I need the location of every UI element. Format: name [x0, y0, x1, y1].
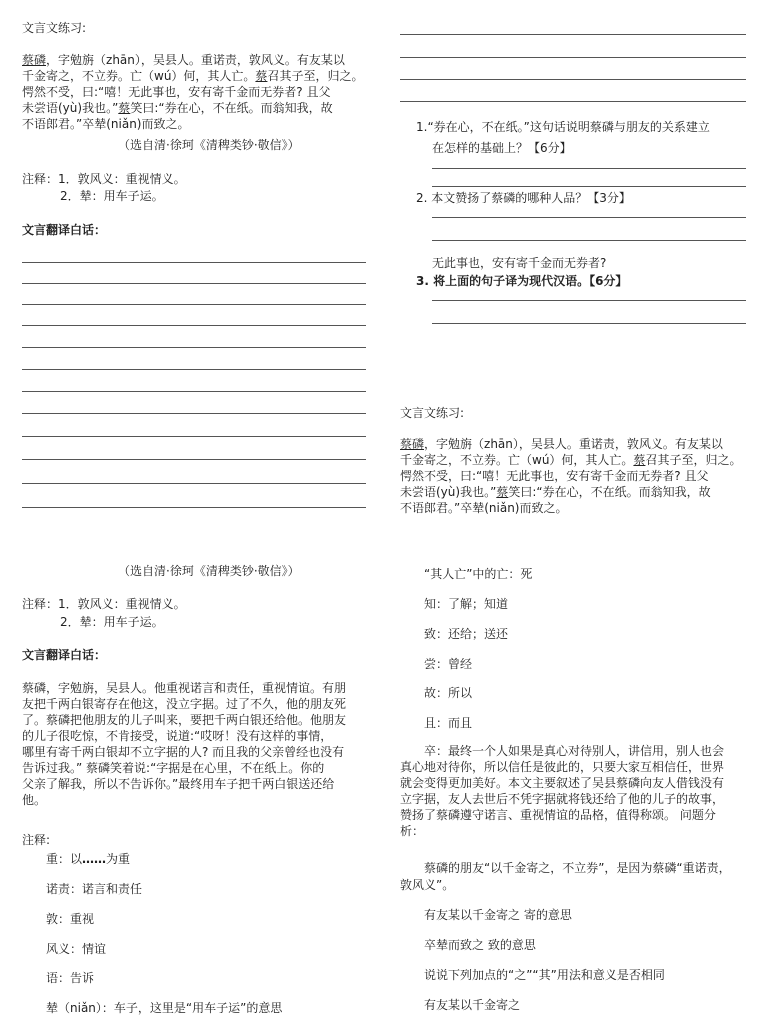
analysis-paragraph	[400, 743, 724, 839]
answer-line-1: 蔡磷的朋友“以千金寄之，不立券”，是因为蔡磷“重诺责，	[424, 861, 731, 875]
translation-heading-2: 文言翻译白话：	[22, 648, 107, 662]
answer-line	[432, 186, 746, 187]
note-1: 注释：1．敦风义：重视情义。	[22, 172, 186, 186]
translation-line: 哪里有寄千两白银却不立字据的人? 而且我的父亲曾经也没有	[22, 745, 345, 759]
exercise-item-4: 有友某以千金寄之	[424, 998, 521, 1012]
gloss-yu: 语：告诉	[46, 971, 95, 985]
translation-heading: 文言翻译白话：	[22, 223, 107, 237]
answer-line	[22, 304, 366, 305]
analysis-line: 卒：最终一个人如果是真心对待别人，讲信用，别人也会	[424, 744, 725, 758]
question-3: 3. 将上面的句子译为现代汉语。【6分】	[416, 274, 628, 288]
answer-line	[22, 459, 366, 460]
translation-line: 蔡磷，字勉旃，吴县人。他重视诺言和责任，重视情谊。有朋	[22, 681, 347, 695]
exercise-item-3: 说说下列加点的“之”“其”用法和意义是否相同	[424, 968, 665, 982]
analysis-line: 析：	[400, 824, 425, 838]
passage-line: 笑曰:“券在心，不在纸。而翁知我，故	[130, 101, 333, 115]
passage-line: 召其子至，归之。	[267, 69, 364, 83]
passage-line: 召其子至，归之。	[645, 453, 742, 467]
question-3-quote: 无此事也，安有寄千金而无券者?	[432, 256, 607, 270]
answer-line	[432, 323, 746, 324]
answer-line	[22, 262, 366, 263]
passage-line: 愕然不受，曰:“嘻！无此事也，安有寄千金而无券者? 且父	[400, 469, 709, 483]
passage-line: 不语郎君。”卒辇(niǎn)而致之。	[400, 501, 568, 515]
answer-line	[22, 507, 366, 508]
translation-line: 的儿子很吃惊，不肯接受，说道:“哎呀！没有这样的事情，	[22, 729, 333, 743]
name-cai: 蔡	[255, 69, 268, 83]
answer-line	[432, 217, 746, 218]
passage-line: 未尝语(yù)我也。”	[400, 485, 497, 499]
answer-line	[22, 369, 366, 370]
answer-line	[400, 101, 746, 102]
translation-line: 父亲了解我，所以不告诉你。”最终用车子把千两白银送还给	[22, 777, 335, 791]
name-cai: 蔡	[496, 485, 509, 499]
passage	[22, 52, 363, 132]
answer-line	[22, 325, 366, 326]
answer-line	[22, 283, 366, 284]
passage-2	[400, 436, 741, 516]
translation-line: 告诉过我。” 蔡磷笑着说:“字据是在心里，不在纸上。你的	[22, 761, 325, 775]
analysis-line: 就会变得更加美好。本文主要叙述了吴县蔡磷向友人借钱没有	[400, 776, 725, 790]
note-2: 2．辇：用车子运。	[60, 615, 164, 629]
answer-line-2: 敦风义”。	[400, 878, 455, 892]
answer-line	[22, 347, 366, 348]
answer-line	[22, 413, 366, 414]
answer-line	[22, 436, 366, 437]
answer-line	[22, 483, 366, 484]
passage-line: 笑曰:“券在心，不在纸。而翁知我，故	[508, 485, 711, 499]
answer-line	[400, 57, 746, 58]
answer-line	[432, 300, 746, 301]
translation-line: 他。	[22, 793, 47, 807]
gloss-zhong: 重：以……为重	[46, 852, 131, 866]
name-cailin: 蔡磷	[400, 437, 425, 451]
name-cai: 蔡	[633, 453, 646, 467]
gloss-fengyi: 风义：情谊	[46, 942, 107, 956]
answer-line	[432, 240, 746, 241]
gloss-nuoze: 诺责：诺言和责任	[46, 882, 143, 896]
source-citation-2: （选自清·徐珂《清稗类钞·敬信》）	[118, 564, 300, 578]
translation-line: 友把千两白银寄存在他这，没立字据。过了不久，他的朋友死	[22, 697, 347, 711]
source-citation: （选自清·徐珂《清稗类钞·敬信》）	[118, 138, 300, 152]
exercise-heading-2: 文言文练习:	[400, 406, 465, 420]
notes-heading: 注释:	[22, 833, 51, 847]
gloss-dun: 敦：重视	[46, 912, 95, 926]
exercise-item-1: 有友某以千金寄之 寄的意思	[424, 908, 572, 922]
passage-line: 千金寄之，不立券。亡（wú）何，其人亡。	[22, 69, 256, 83]
answer-line	[400, 79, 746, 80]
question-2: 2. 本文赞扬了蔡磷的哪种人品？【3分】	[416, 191, 631, 205]
analysis-line: 赞扬了蔡磷遵守诺言、重视情谊的品格，值得称颂。 问题分	[400, 808, 716, 822]
passage-line: 愕然不受，曰:“嘻！无此事也，安有寄千金而无券者? 且父	[22, 85, 331, 99]
answer-line	[22, 391, 366, 392]
question-1: 1.“券在心，不在纸。”这句话说明蔡磷与朋友的关系建立	[416, 120, 710, 134]
translation-line: 了。蔡磷把他朋友的儿子叫来，要把千两白银还给他。他朋友	[22, 713, 347, 727]
analysis-line: 立字据，友人去世后不凭字据就将钱还给了他的儿子的故事，	[400, 792, 725, 806]
answer-line	[400, 34, 746, 35]
gloss-wang: “其人亡”中的亡：死	[424, 567, 533, 581]
passage-line: ，字勉旃（zhān），吴县人。重诺责，敦风义。有友某以	[424, 437, 723, 451]
note-2: 2．辇：用车子运。	[60, 189, 164, 203]
gloss-zhi2: 致：还给；送还	[424, 627, 509, 641]
gloss-zhi: 知：了解；知道	[424, 597, 509, 611]
passage-line: 千金寄之，不立券。亡（wú）何，其人亡。	[400, 453, 634, 467]
exercise-heading: 文言文练习:	[22, 21, 87, 35]
passage-line: ，字勉旃（zhān），吴县人。重诺责，敦风义。有友某以	[46, 53, 345, 67]
answer-line	[432, 168, 746, 169]
passage-line: 不语郎君。”卒辇(niǎn)而致之。	[22, 117, 190, 131]
analysis-line: 真心地对待你，所以信任是彼此的，只要大家互相信任，世界	[400, 760, 725, 774]
passage-line: 未尝语(yù)我也。”	[22, 101, 119, 115]
question-1-cont: 在怎样的基础上？【6分】	[432, 141, 572, 155]
gloss-nian: 辇（niǎn）：车子，这里是“用车子运”的意思	[46, 1001, 283, 1015]
name-cailin: 蔡磷	[22, 53, 47, 67]
gloss-chang: 尝：曾经	[424, 657, 473, 671]
name-cai: 蔡	[118, 101, 131, 115]
exercise-item-2: 卒辇而致之 致的意思	[424, 938, 536, 952]
gloss-gu: 故：所以	[424, 686, 473, 700]
note-1: 注释：1．敦风义：重视情义。	[22, 597, 186, 611]
translation-text	[22, 680, 346, 808]
gloss-qie: 且：而且	[424, 716, 473, 730]
